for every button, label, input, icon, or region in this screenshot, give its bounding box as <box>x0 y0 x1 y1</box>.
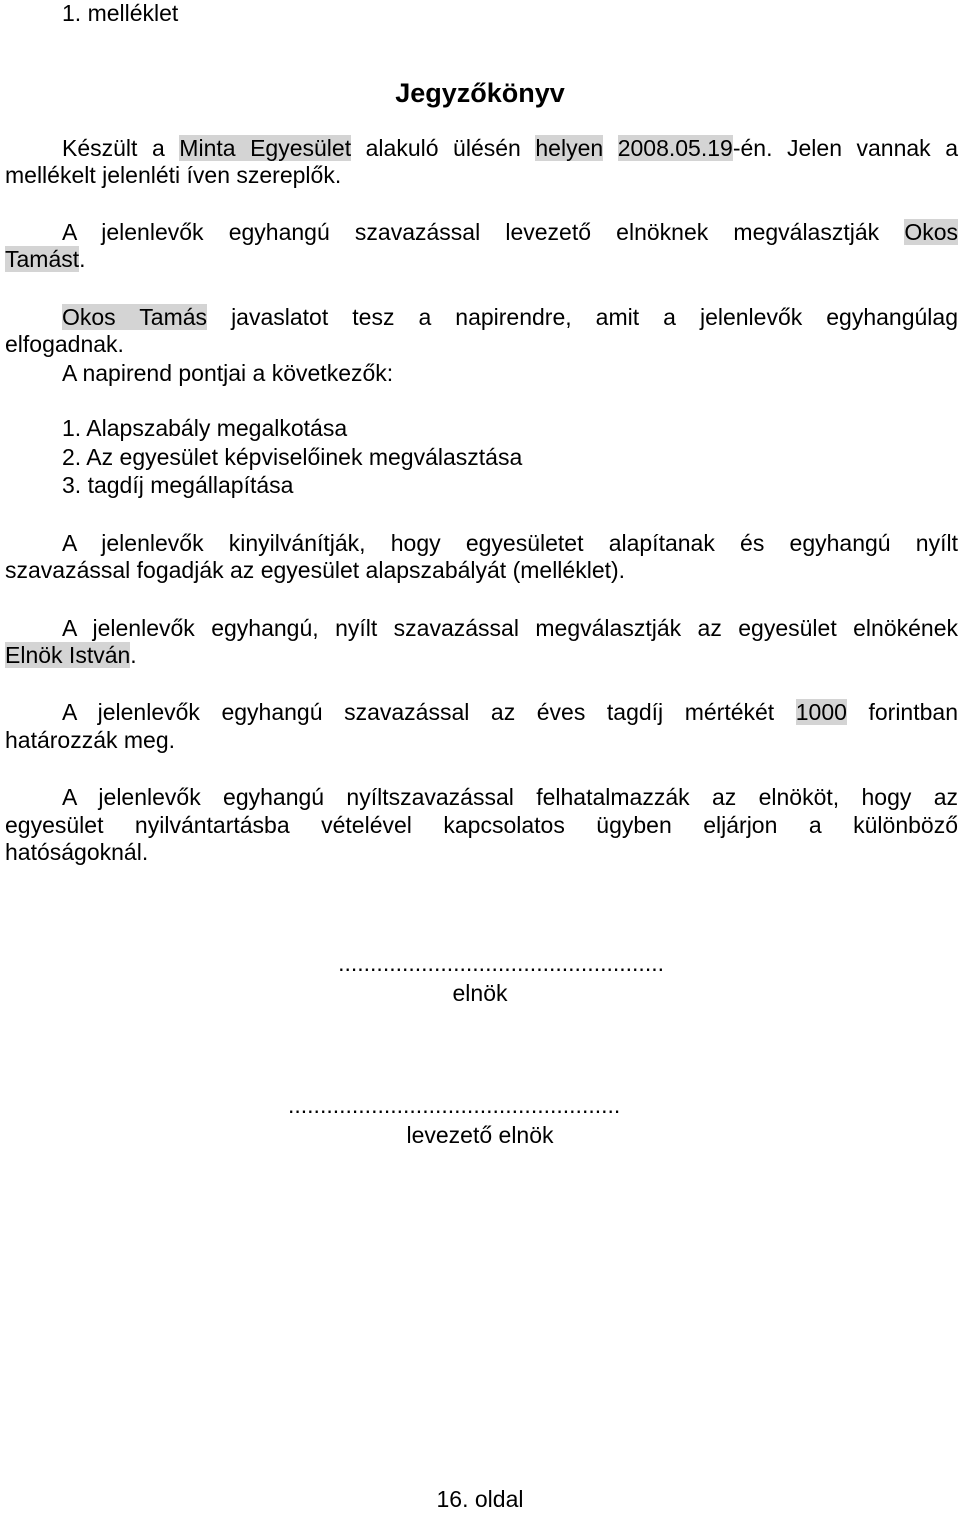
paragraph-authorization: A jelenlevők egyhangú nyíltszavazással felhatalmazzák az elnököt, hogy az <box>62 784 958 810</box>
fee-amount: 1000 <box>795 699 847 725</box>
paragraph-founding: A jelenlevők kinyilvánítják, hogy egyesületet alapítanak és egyhangú nyílt <box>62 530 958 556</box>
date-field: 2008.05.19 <box>617 135 733 161</box>
paragraph-founding-line2: szavazással fogadják az egyesület alapszabályát (melléklet). <box>5 557 626 583</box>
signature-role-chair: levezető elnök <box>406 1122 554 1148</box>
signature-line-chair: .................................................... <box>288 1092 621 1118</box>
document-title: Jegyzőkönyv <box>395 78 565 108</box>
agenda-item: 3. tagdíj megállapítása <box>62 472 294 498</box>
annex-label: 1. melléklet <box>62 0 179 26</box>
paragraph-chair-election: A jelenlevők egyhangú szavazással levezető elnöknek megválasztják Okos <box>62 219 958 245</box>
chair-name-part2: Tamást <box>5 246 80 272</box>
place-field: helyen <box>535 135 604 161</box>
paragraph-president-election: A jelenlevők egyhangú, nyílt szavazással megválasztják az egyesület elnökének <box>62 615 958 641</box>
signature-role-president: elnök <box>452 980 508 1006</box>
president-name: Elnök István <box>5 642 131 668</box>
paragraph-session: Készült a Minta Egyesület alakuló ülésén helyen 2008.05.19-én. Jelen vannak a <box>62 135 959 161</box>
paragraph-president-election-line2: Elnök István. <box>5 642 137 668</box>
agenda-item: 2. Az egyesület képviselőinek megválasztása <box>62 444 523 470</box>
paragraph-membership-fee: A jelenlevők egyhangú szavazással az éves tagdíj mértékét 1000 forintban <box>62 699 958 725</box>
agenda-item: 1. Alapszabály megalkotása <box>62 415 348 441</box>
chair-name: Okos Tamás <box>62 304 208 330</box>
paragraph-authorization-line2: egyesület nyilvántartásba vételével kapcsolatos ügyben eljárjon a különböző <box>5 812 958 838</box>
association-name: Minta Egyesület <box>179 135 352 161</box>
chair-name-part1: Okos <box>904 219 958 245</box>
paragraph-agenda-proposal-line2: elfogadnak. <box>5 331 124 357</box>
page-number: 16. oldal <box>436 1486 524 1512</box>
paragraph-authorization-line3: hatóságoknál. <box>5 839 149 865</box>
signature-line-president: ................................................... <box>338 950 664 976</box>
paragraph-chair-election-line2: Tamást. <box>5 246 86 272</box>
agenda-intro: A napirend pontjai a következők: <box>62 360 394 386</box>
paragraph-membership-fee-line2: határozzák meg. <box>5 727 176 753</box>
paragraph-agenda-proposal: Okos Tamás javaslatot tesz a napirendre, amit a jelenlevők egyhangúlag <box>62 304 958 330</box>
paragraph-session-line2: mellékelt jelenléti íven szereplők. <box>5 162 342 188</box>
